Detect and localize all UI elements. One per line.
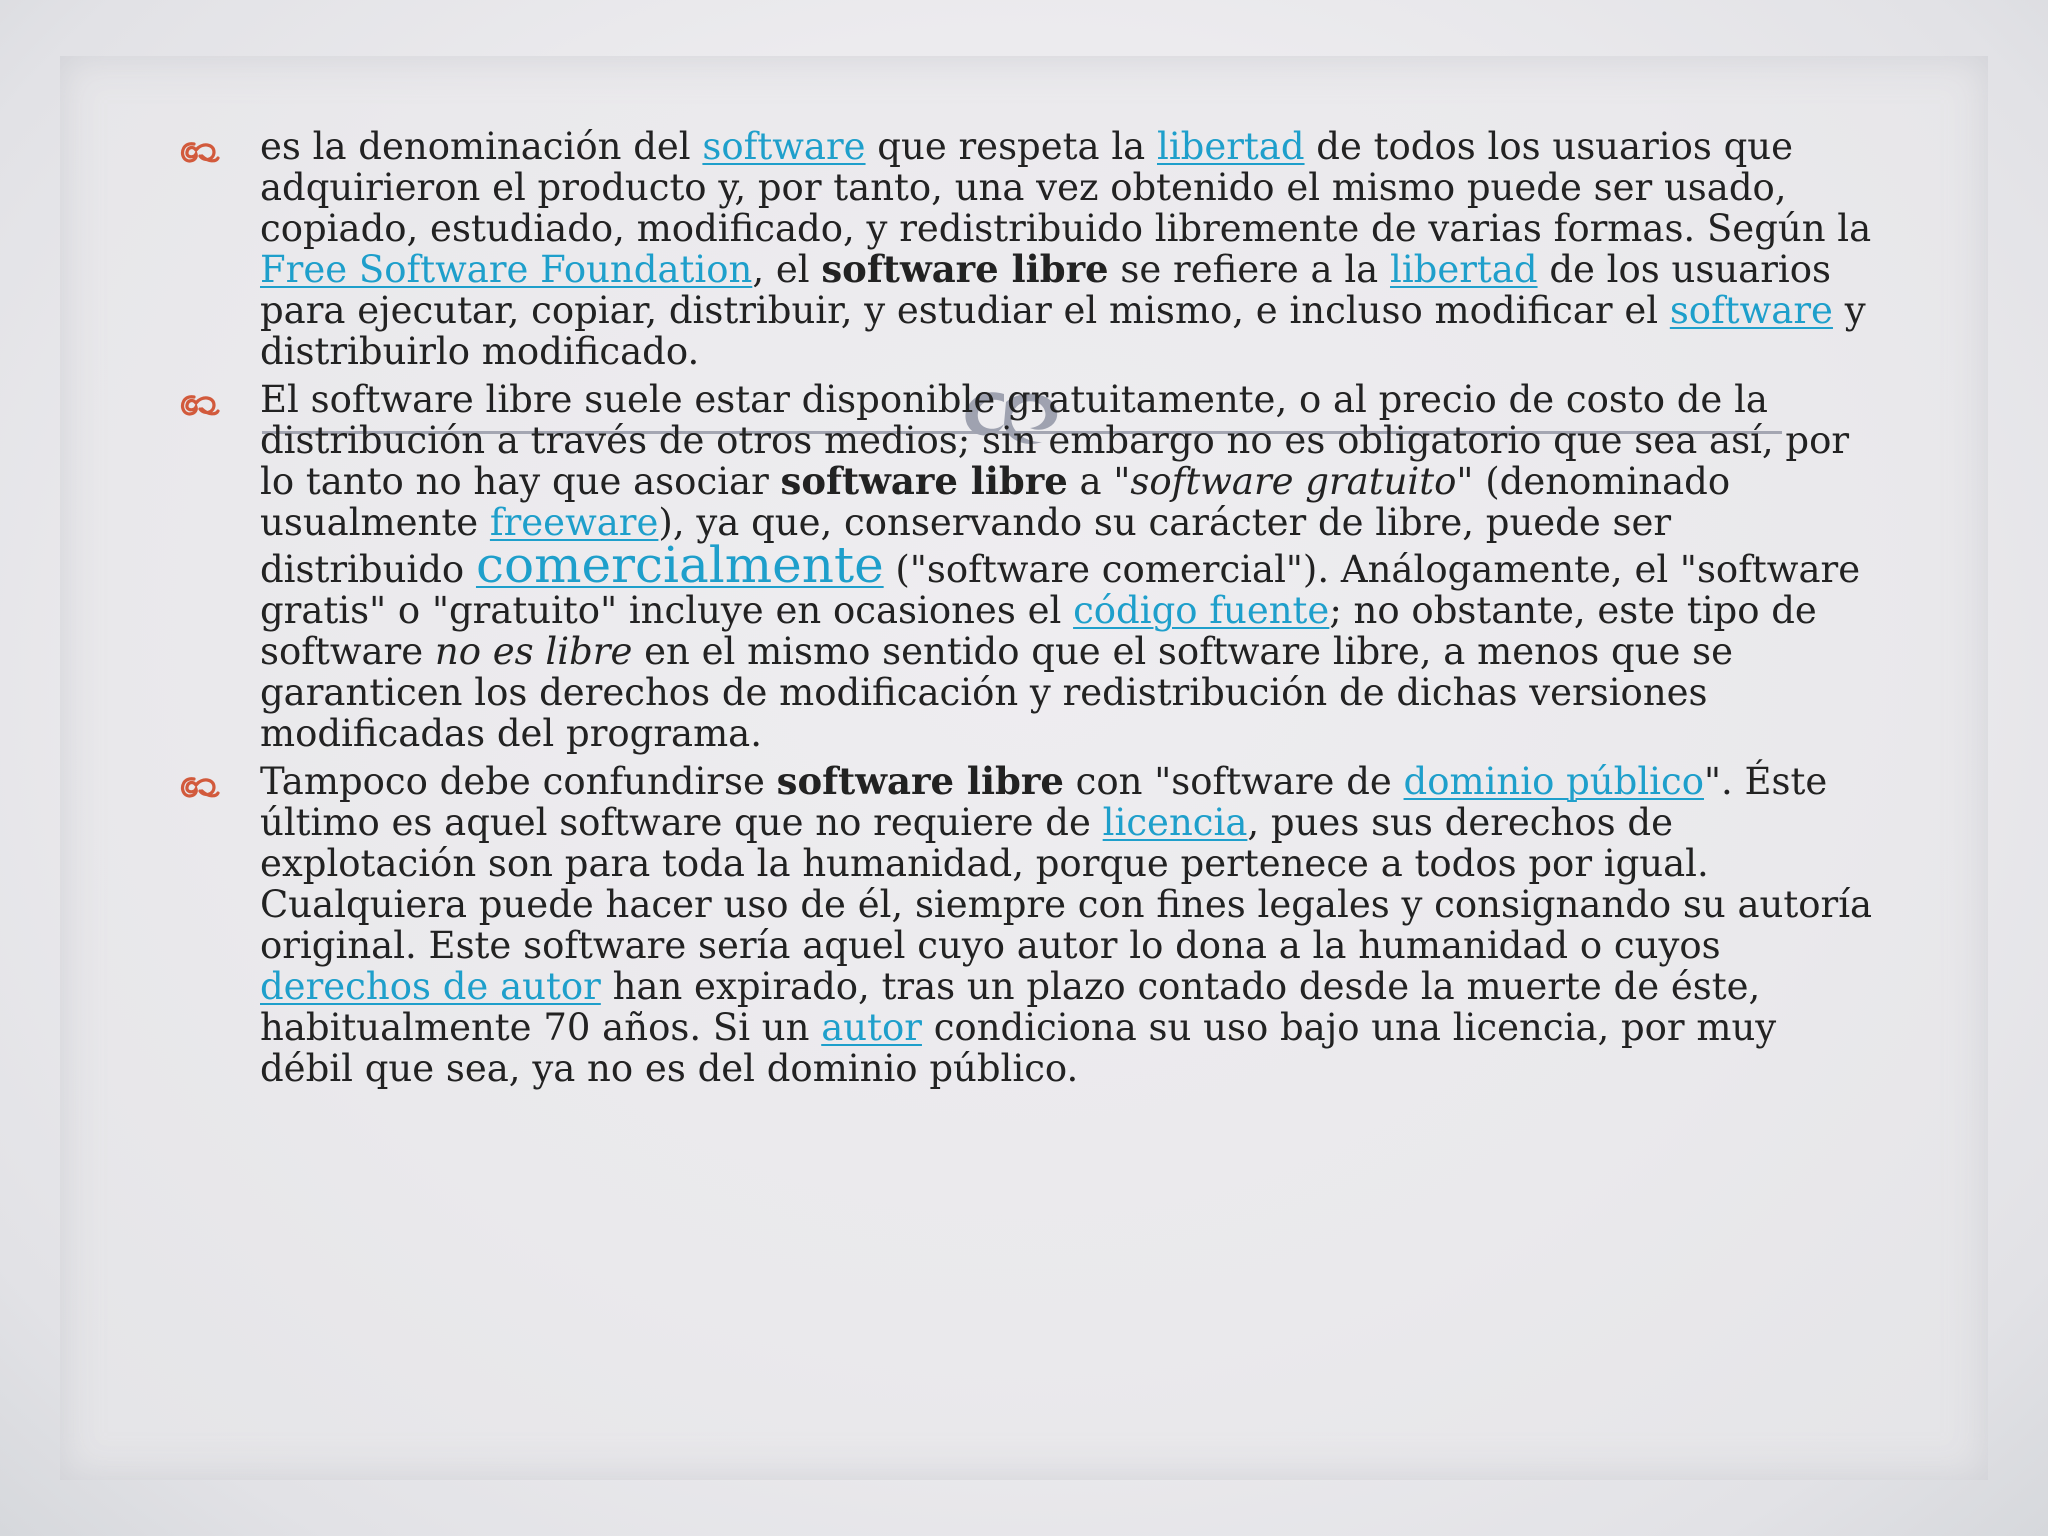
link-comercialmente[interactable]: comercialmente xyxy=(475,536,884,594)
paragraph-text: y distribuirlo modificado. xyxy=(260,289,1866,373)
paragraph-text: de todos los usuarios que adquirieron el producto y, por tanto, una vez obtenido el mismo puede ser usado, copiado, estudiado, modificado, y redistribuido libremente de varias formas. Según la xyxy=(260,125,1872,250)
italic-term: software gratuito xyxy=(1130,460,1457,503)
link-freeware[interactable]: freeware xyxy=(489,501,659,544)
paragraph-text: condiciona su uso bajo una licencia, por muy débil que sea, ya no es del dominio público. xyxy=(260,1006,1777,1090)
paragraph-text: se refiere a la xyxy=(1108,248,1390,291)
bullet-item-definition xyxy=(178,126,1878,372)
paragraph-text: Tampoco debe confundirse xyxy=(260,760,777,803)
bold-term: software libre xyxy=(780,459,1068,503)
bullet-list xyxy=(178,126,1878,1096)
paragraph-text: que respeta la xyxy=(865,125,1157,168)
paragraph-text: El software libre suele estar disponible gratuitamente, o al precio de costo de la distribución a través de otros medios; sin embargo no es obligatorio que sea así, por lo tanto no hay que asociar xyxy=(260,378,1850,503)
link-software[interactable]: software xyxy=(702,125,866,168)
bold-term: software libre xyxy=(776,759,1064,803)
paragraph-text: de los usuarios para ejecutar, copiar, distribuir, y estudiar el mismo, e incluso modificar el xyxy=(260,248,1832,332)
paragraph-text: ), ya que, conservando su carácter de libre, puede ser distribuido xyxy=(260,501,1672,591)
paragraph-text: , el xyxy=(752,248,822,291)
link-autor[interactable]: autor xyxy=(821,1006,922,1049)
paragraph-text: ("software comercial"). Análogamente, el "software gratis" o "gratuito" incluye en ocasiones el xyxy=(260,548,1861,632)
link-derechos-de-autor[interactable]: derechos de autor xyxy=(260,965,601,1008)
link-dominio-publico[interactable]: dominio público xyxy=(1403,760,1704,803)
paragraph-text: " (denominado usualmente xyxy=(260,460,1731,544)
paragraph-text: con "software de xyxy=(1063,760,1404,803)
paragraph-text: ; no obstante, este tipo de software xyxy=(260,589,1817,673)
paragraph-text: , pues sus derechos de explotación son para toda la humanidad, porque pertenece a todos por igual. Cualquiera puede hacer uso de él, siempre con fines legales y consignando su autoría original. Este software sería aquel cuyo autor lo dona a la humanidad o cuyos xyxy=(260,801,1873,967)
paragraph-text: es la denominación del xyxy=(260,125,703,168)
paragraph-text: en el mismo sentido que el software libre, a menos que se garanticen los derechos de modificación y redistribución de dichas versiones modificadas del programa. xyxy=(260,630,1734,755)
paragraph-text: ". Éste último es aquel software que no requiere de xyxy=(260,760,1828,844)
bullet-item-gratuito xyxy=(178,379,1878,754)
bold-term: software libre xyxy=(821,247,1109,291)
paragraph-text: han expirado, tras un plazo contado desde la muerte de éste, habitualmente 70 años. Si un xyxy=(260,965,1761,1049)
link-libertad[interactable]: libertad xyxy=(1156,125,1305,168)
link-codigo-fuente[interactable]: código fuente xyxy=(1073,589,1330,632)
ornament-bullet-icon xyxy=(178,391,220,419)
link-free-software-foundation[interactable]: Free Software Foundation xyxy=(260,248,753,291)
link-licencia[interactable]: licencia xyxy=(1102,801,1248,844)
link-software[interactable]: software xyxy=(1669,289,1833,332)
ornament-bullet-icon xyxy=(178,773,220,801)
ornament-bullet-icon xyxy=(178,138,220,166)
link-libertad[interactable]: libertad xyxy=(1390,248,1538,291)
paragraph-text: a " xyxy=(1067,460,1131,503)
bullet-item-dominio-publico xyxy=(178,761,1878,1089)
italic-term: no es libre xyxy=(434,630,633,673)
